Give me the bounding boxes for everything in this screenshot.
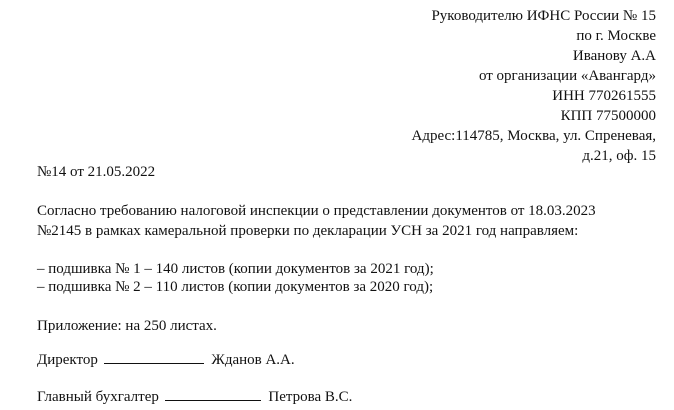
- list-item: – подшивка № 1 – 140 листов (копии документов за 2021 год);: [37, 261, 434, 277]
- recipient-block: [412, 6, 656, 166]
- recipient-line: КПП 77500000: [560, 108, 656, 124]
- accountant-signature-row: [37, 386, 352, 407]
- recipient-line: от организации «Авангард»: [478, 68, 656, 84]
- document-number-date: №14 от 21.05.2022: [37, 164, 156, 180]
- accountant-name: Петрова В.С.: [268, 389, 353, 405]
- accountant-signature-line: [165, 386, 261, 401]
- body-text-line-2: №2145 в рамках камеральной проверки по декларации УСН за 2021 год направляем:: [37, 223, 579, 239]
- attachment-note: Приложение: на 250 листах.: [37, 318, 217, 334]
- director-signature-row: [37, 349, 295, 370]
- recipient-line: Адрес:114785, Москва, ул. Спреневая,: [411, 128, 656, 144]
- director-name: Жданов А.А.: [211, 352, 295, 368]
- recipient-line: ИНН 770261555: [552, 88, 656, 104]
- accountant-title: Главный бухгалтер: [37, 389, 159, 405]
- list-item: – подшивка № 2 – 110 листов (копии документов за 2020 год);: [37, 279, 434, 295]
- recipient-line: Руководителю ИФНС России № 15: [431, 8, 656, 24]
- recipient-line: д.21, оф. 15: [582, 148, 656, 164]
- director-title: Директор: [37, 352, 98, 368]
- body-text-line-1: Согласно требованию налоговой инспекции о представлении документов от 18.03.2023: [37, 203, 596, 219]
- recipient-line: по г. Москве: [576, 28, 656, 44]
- director-signature-line: [104, 349, 204, 364]
- recipient-line: Иванову А.А: [572, 48, 656, 64]
